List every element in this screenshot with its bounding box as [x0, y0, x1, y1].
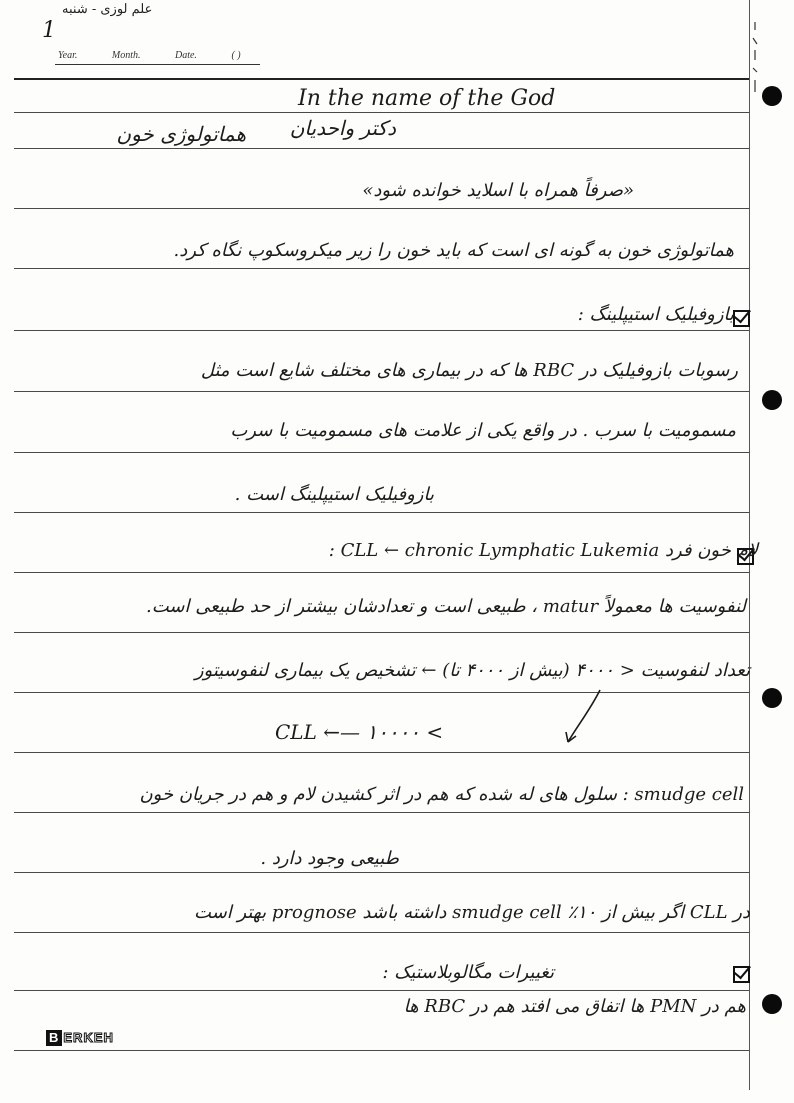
date-label: Date. — [174, 50, 197, 61]
year-label: Year. — [58, 50, 78, 61]
slide-note: «صرفاً همراه با اسلاید خوانده شود» — [362, 180, 634, 201]
intro-line: هماتولوژی خون به گونه ای است که باید خون را زیر میکروسکوپ نگاه کرد. — [173, 240, 734, 261]
note-line: طبیعی وجود دارد . — [260, 848, 399, 869]
heading-basophilic-stippling: بازوفیلیک استیپلینگ : — [577, 304, 734, 325]
watermark-box: B — [46, 1030, 62, 1046]
note-line: CLL ←— ۱۰۰۰۰ < — [275, 720, 444, 744]
month-label: Month. — [111, 50, 141, 61]
page-title: In the name of the God — [298, 86, 556, 111]
header-scribble: علم لوزی - شنبه — [62, 2, 153, 17]
berkeh-watermark-logo — [46, 1030, 114, 1046]
note-line: smudge cell : سلول های له شده که هم در اثر کشیدن لام و هم در جریان خون — [139, 784, 744, 805]
note-line: مسمومیت با سرب . در واقع یکی از علامت های مسمومیت با سرب — [230, 420, 736, 441]
date-paren: ( ) — [231, 50, 241, 61]
note-line: در CLL اگر بیش از ۱۰٪ smudge cell داشته باشد prognose بهتر است — [194, 902, 750, 923]
heading-megaloblastic: تغییرات مگالوبلاستیک : — [382, 962, 554, 983]
note-line: بازوفیلیک استیپلینگ است . — [234, 484, 434, 505]
note-line: لنفوسیت ها معمولاً matur ، طبیعی است و تعدادشان بیشتر از حد طبیعی است. — [146, 596, 746, 617]
note-line: رسوبات بازوفیلیک در RBC ها که در بیماری های مختلف شایع است مثل — [200, 360, 738, 381]
watermark-text: ERKEH — [63, 1030, 114, 1045]
note-line: تعداد لنفوسیت < ۴۰۰۰ (بیش از ۴۰۰۰ تا) ← تشخیص یک بیماری لنفوسیتوز — [194, 660, 750, 681]
teacher-line: دکتر واحدیان — [289, 116, 396, 140]
page-number: 1 — [42, 18, 56, 43]
note-line: هم در PMN ها اتفاق می افتد هم در RBC ها — [403, 996, 746, 1017]
subject-line: هماتولوژی خون — [116, 122, 246, 146]
heading-cll: لام خون فرد CLL ← chronic Lymphatic Lukemia : — [328, 540, 758, 561]
